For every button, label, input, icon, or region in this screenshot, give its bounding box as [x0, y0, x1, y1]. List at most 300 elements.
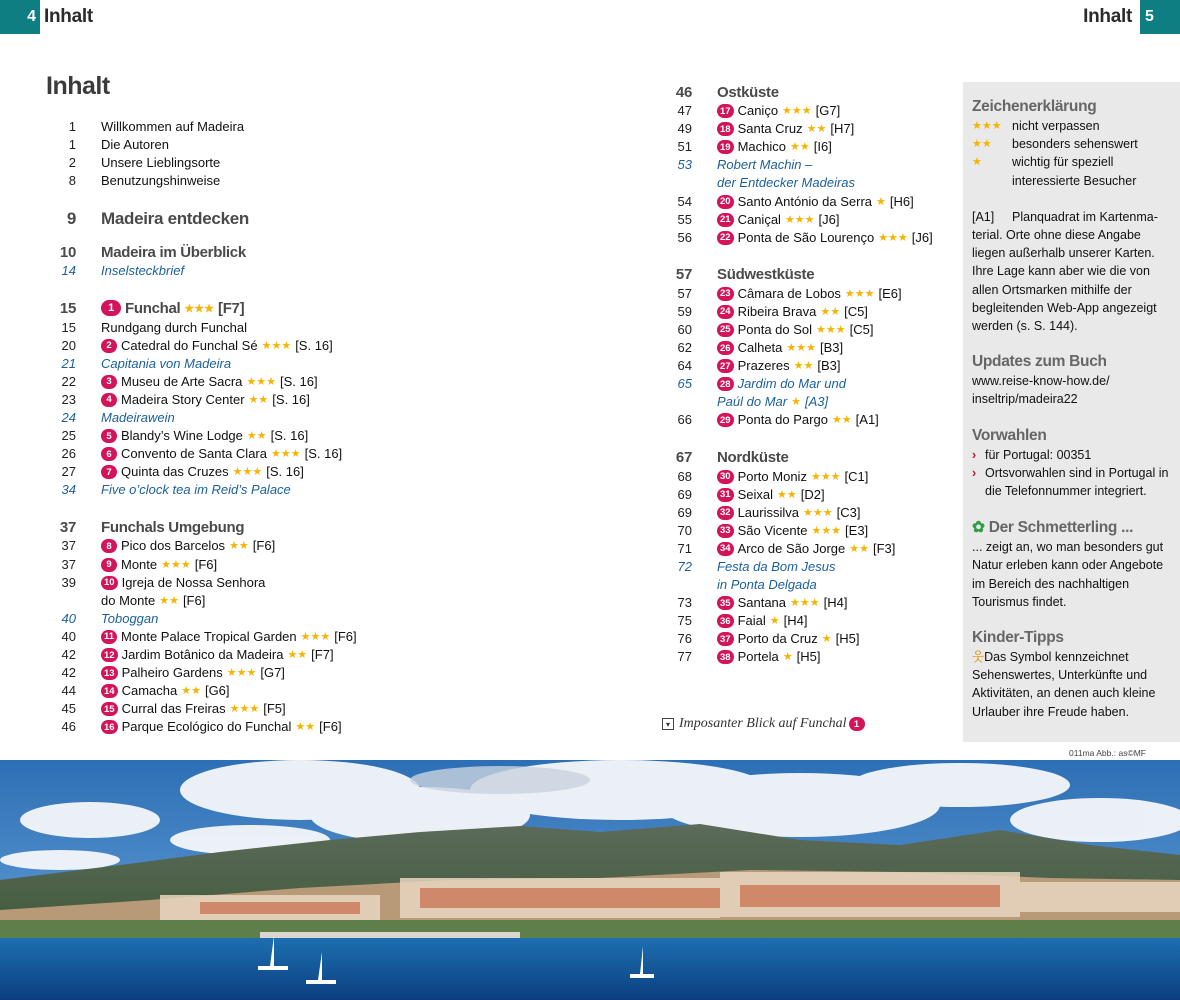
toc-entry[interactable]	[717, 229, 933, 247]
map-grid-ref: [S. 16]	[266, 464, 304, 480]
toc-entry[interactable]	[101, 136, 169, 154]
toc-row[interactable]	[640, 486, 933, 504]
map-grid-ref: [S. 16]	[304, 446, 343, 462]
toc-entry[interactable]	[717, 84, 779, 101]
map-grid-ref: [F6]	[319, 719, 342, 735]
sight-number-badge: 10	[101, 576, 118, 590]
map-grid-ref: [S. 16]	[272, 391, 310, 407]
sight-number-badge: 18	[717, 122, 734, 136]
toc-row[interactable]	[640, 393, 933, 411]
toc-entry[interactable]	[717, 594, 847, 612]
toc-page-number: 76	[677, 631, 692, 647]
toc-row[interactable]	[24, 481, 357, 499]
toc-page-number: 23	[61, 391, 76, 407]
toc-entry[interactable]	[101, 574, 265, 592]
toc-entry[interactable]	[717, 411, 879, 429]
toc-row[interactable]	[640, 504, 933, 522]
rating-stars-icon: ★★	[229, 540, 249, 553]
toc-entry[interactable]	[717, 321, 873, 339]
sight-number-badge: 6	[101, 447, 117, 461]
toc-row[interactable]	[24, 574, 357, 592]
toc-row[interactable]	[24, 118, 357, 136]
toc-entry[interactable]	[101, 172, 220, 190]
toc-page-number: 37	[59, 518, 76, 536]
chevron-right-icon: ›	[972, 447, 977, 462]
rating-stars-icon: ★★★	[803, 506, 833, 519]
toc-page-number: 60	[677, 321, 692, 337]
rating-stars-icon: ★★★	[300, 630, 331, 643]
toc-entry[interactable]	[101, 445, 342, 463]
map-grid-ref: [C1]	[844, 468, 869, 484]
sight-number-badge: 29	[717, 413, 734, 427]
map-grid-ref: [H5]	[796, 649, 821, 665]
sight-number-badge: 5	[101, 429, 117, 443]
toc-entry-title: Toboggan	[101, 610, 159, 626]
toc-row[interactable]	[640, 594, 933, 612]
toc-entry[interactable]	[717, 612, 807, 630]
rating-stars-icon: ★	[876, 195, 886, 208]
child-icon: 웃	[972, 650, 985, 665]
chevron-right-icon: ›	[972, 465, 977, 480]
sight-number-badge: 4	[101, 393, 117, 407]
toc-entry[interactable]	[101, 244, 246, 261]
butterfly-title-text: Der Schmetterling ...	[988, 519, 1134, 537]
toc-row[interactable]	[24, 391, 357, 409]
toc-entry[interactable]	[101, 300, 244, 317]
toc-entry[interactable]	[101, 481, 291, 499]
toc-entry[interactable]	[717, 303, 868, 321]
toc-entry[interactable]	[717, 393, 828, 411]
toc-entry-title: Five o’clock tea im Reid’s Palace	[101, 482, 291, 498]
toc-entry-title: Santa Cruz	[737, 121, 803, 137]
rating-stars-icon: ★	[769, 615, 780, 628]
map-grid-ref: [F6]	[194, 556, 218, 572]
sight-number-badge: 7	[101, 465, 117, 479]
sight-number-badge: 35	[717, 596, 734, 610]
sight-number-badge: 27	[717, 359, 734, 373]
toc-row[interactable]	[640, 138, 933, 156]
rating-stars-icon: ★★★	[844, 287, 875, 300]
toc-entry-title: Festa da Bom Jesus	[717, 559, 836, 575]
toc-row[interactable]	[640, 102, 933, 120]
toc-entry-title: Ponta de São Lourenço	[737, 229, 875, 245]
sight-number-badge: 20	[717, 195, 734, 209]
toc-page-number: 40	[61, 610, 76, 626]
toc-entry[interactable]	[717, 540, 895, 558]
toc-row[interactable]	[24, 154, 357, 172]
toc-entry-title: Santana	[737, 595, 787, 611]
rating-stars-icon: ★★★	[232, 466, 263, 479]
kids-text: Das Symbol kennzeichnet Sehenswertes, Unterkünfte und Aktivitäten, an denen auch kleine Urlauber ihre Freude haben.	[972, 650, 1156, 719]
rating-stars-icon: ★★	[159, 594, 179, 607]
toc-entry-title: Ribeira Brava	[737, 303, 817, 319]
rating-stars-icon: ★★★	[784, 213, 815, 226]
toc-entry[interactable]	[717, 266, 814, 283]
toc-entry[interactable]	[717, 339, 843, 357]
spacer	[640, 430, 933, 448]
rating-stars-icon: ★	[972, 156, 982, 169]
rating-stars-icon: ★★★	[811, 524, 842, 537]
map-grid-ref: [C3]	[836, 504, 861, 520]
toc-entry[interactable]	[101, 391, 310, 409]
toc-entry[interactable]	[101, 463, 304, 481]
map-grid-ref: [G7]	[815, 103, 841, 119]
sight-number-badge: 19	[717, 140, 734, 154]
toc-row[interactable]	[24, 242, 357, 262]
sight-number-badge: 30	[717, 470, 734, 484]
map-grid-ref: [I6]	[813, 139, 832, 155]
toc-row[interactable]	[24, 298, 357, 318]
toc-entry[interactable]	[101, 610, 158, 628]
map-grid-ref: [F6]	[182, 592, 206, 608]
sight-number-badge: 1	[101, 300, 121, 316]
sight-number-badge: 25	[717, 323, 734, 337]
toc-row[interactable]	[640, 648, 933, 666]
toc-page-number: 46	[61, 719, 76, 735]
vorwahlen-item	[972, 464, 1172, 500]
toc-row[interactable]	[24, 537, 357, 555]
toc-page-number: 22	[61, 373, 76, 389]
toc-entry[interactable]	[717, 156, 812, 174]
toc-entry-title: Monte Palace Tropical Garden	[121, 628, 297, 644]
map-grid-ref: [B3]	[817, 358, 841, 374]
toc-entry[interactable]	[717, 285, 902, 303]
rating-stars-icon: ★★★	[261, 339, 292, 352]
toc-row[interactable]	[24, 136, 357, 154]
toc-entry-title: Jardim Botânico da Madeira	[121, 647, 284, 663]
toc-entry[interactable]	[717, 576, 817, 594]
plan-text-first: Planquadrat im Kartenma-	[1012, 209, 1158, 224]
toc-entry-title: Monte	[121, 556, 158, 572]
updates-url-line-2: inseltrip/madeira22	[972, 392, 1078, 407]
toc-page-number: 40	[61, 628, 76, 644]
sight-number-badge: 17	[717, 104, 734, 118]
toc-entry-title: do Monte	[101, 592, 156, 608]
rating-stars-icon: ★★	[248, 393, 269, 406]
toc-row[interactable]	[640, 321, 933, 339]
toc-entry-title: Pico dos Barcelos	[121, 538, 226, 554]
map-grid-ref: [H5]	[835, 631, 860, 647]
toc-entry-title: Südwestküste	[717, 266, 815, 284]
map-grid-ref: [F6]	[334, 628, 357, 644]
map-grid-ref: [G6]	[204, 683, 230, 699]
rating-stars-icon: ★★★	[972, 120, 1002, 132]
toc-entry[interactable]	[101, 519, 244, 536]
toc-row[interactable]	[640, 303, 933, 321]
toc-entry-title: Inselsteckbrief	[101, 263, 185, 279]
toc-row[interactable]	[640, 630, 933, 648]
toc-entry-title: Rundgang durch Funchal	[101, 319, 247, 335]
toc-page-number: 55	[677, 211, 692, 227]
toc-page-number: 34	[61, 482, 76, 498]
rating-stars-icon: ★★	[790, 141, 810, 154]
toc-row[interactable]	[24, 664, 357, 682]
toc-row[interactable]	[640, 540, 933, 558]
toc-entry[interactable]	[717, 558, 836, 576]
map-grid-ref: [E3]	[845, 522, 869, 538]
rating-stars-icon: ★★★	[161, 558, 191, 571]
sight-number-badge: 38	[717, 650, 734, 664]
toc-row[interactable]	[24, 409, 357, 427]
rating-stars-icon: ★★★	[878, 231, 908, 244]
toc-entry-title: Porto da Cruz	[737, 631, 818, 647]
toc-entry-title: in Ponta Delgada	[717, 577, 817, 593]
toc-row[interactable]	[24, 445, 357, 463]
vorwahlen-text: für Portugal: 00351	[985, 447, 1092, 462]
toc-entry-title: Die Autoren	[101, 137, 169, 153]
toc-entry-title: Portela	[737, 649, 779, 665]
toc-entry[interactable]	[717, 486, 825, 504]
toc-entry-title: Machico	[737, 139, 786, 155]
toc-row[interactable]	[24, 592, 357, 610]
toc-entry[interactable]	[717, 174, 855, 192]
toc-entry-title: Igreja de Nossa Senhora	[121, 574, 266, 590]
toc-entry[interactable]	[717, 193, 914, 211]
map-grid-ref: [A3]	[804, 394, 829, 410]
toc-page-number: 27	[61, 464, 76, 480]
map-grid-ref: [B3]	[819, 340, 844, 356]
plan-note	[972, 208, 1172, 226]
toc-row[interactable]	[640, 576, 933, 594]
map-grid-ref: [F7]	[311, 647, 334, 663]
rating-stars-icon: ★★	[287, 649, 308, 662]
rating-stars-icon: ★★★	[270, 448, 301, 461]
toc-entry-title: Madeira entdecken	[101, 209, 249, 229]
toc-row[interactable]	[24, 318, 357, 336]
sight-number-badge: 22	[717, 231, 734, 245]
toc-entry[interactable]	[101, 262, 184, 280]
toc-entry-title: Benutzungshinweise	[101, 173, 221, 189]
toc-row[interactable]	[24, 628, 357, 646]
toc-page-number: 68	[677, 468, 692, 484]
butterfly-text: ... zeigt an, wo man besonders gut Natur erleben kann oder Angebote im Bereich des nachhaltigen Tourismus findet.	[972, 540, 1164, 609]
toc-row[interactable]	[24, 646, 357, 664]
toc-row[interactable]	[640, 120, 933, 138]
sight-number-badge: 21	[717, 213, 734, 227]
updates-title: Updates zum Buch	[972, 353, 1107, 371]
toc-entry[interactable]	[717, 120, 854, 138]
toc-entry[interactable]	[717, 449, 788, 466]
toc-entry-title: Museu de Arte Sacra	[121, 373, 243, 389]
toc-row[interactable]	[640, 156, 933, 174]
toc-entry-title: Blandy’s Wine Lodge	[121, 428, 243, 444]
toc-entry-title: Faial	[737, 613, 766, 629]
toc-row[interactable]	[640, 357, 933, 375]
sight-number-badge: 24	[717, 305, 734, 319]
toc-row[interactable]	[24, 337, 357, 355]
toc-row[interactable]	[640, 229, 933, 247]
rating-stars-icon: ★★★	[790, 597, 820, 610]
page-title: Inhalt	[46, 72, 110, 100]
toc-entry[interactable]	[101, 682, 230, 700]
toc-entry[interactable]	[717, 504, 860, 522]
toc-entry[interactable]	[101, 718, 342, 736]
toc-row[interactable]	[24, 517, 357, 537]
rating-stars-icon: ★★	[849, 542, 869, 555]
toc-page-number: 15	[59, 299, 76, 317]
toc-page-number: 75	[677, 613, 692, 629]
toc-page-number: 64	[677, 358, 692, 374]
toc-entry[interactable]	[717, 468, 868, 486]
toc-page-number: 62	[677, 340, 692, 356]
toc-row[interactable]	[640, 375, 933, 393]
map-grid-ref: [C5]	[849, 321, 874, 337]
toc-row[interactable]	[24, 355, 357, 373]
legend-text: wichtig für speziell	[1012, 155, 1114, 170]
toc-entry-title: Paúl do Mar	[717, 394, 788, 410]
toc-entry[interactable]	[101, 646, 334, 664]
toc-page-number: 77	[677, 649, 692, 665]
toc-row[interactable]	[640, 192, 933, 210]
rating-stars-icon: ★★	[246, 430, 267, 443]
toc-page-number: 15	[61, 319, 76, 335]
map-grid-ref: [S. 16]	[270, 428, 309, 444]
toc-page-number: 14	[61, 263, 76, 279]
toc-page-number: 37	[61, 538, 76, 554]
toc-row[interactable]	[24, 610, 357, 628]
toc-row[interactable]	[640, 211, 933, 229]
toc-entry[interactable]	[717, 522, 868, 540]
toc-row[interactable]	[24, 556, 357, 574]
toc-entry-title: Robert Machin –	[717, 157, 813, 173]
toc-page-number: 71	[677, 540, 692, 556]
map-grid-ref: [H7]	[830, 121, 855, 137]
updates-url-line-1: www.reise-know-how.de/	[972, 374, 1110, 389]
toc-page-number: 9	[66, 209, 76, 229]
right-page-number: 5	[1140, 0, 1180, 34]
toc-entry[interactable]	[101, 537, 275, 555]
toc-entry[interactable]	[101, 592, 205, 610]
toc-entry[interactable]	[101, 319, 247, 337]
toc-entry[interactable]	[101, 337, 333, 355]
spacer	[24, 280, 357, 298]
map-grid-ref: [S. 16]	[295, 337, 333, 353]
toc-row[interactable]	[640, 448, 933, 468]
toc-page-number: 24	[61, 409, 76, 425]
toc-entry-title: der Entdecker Madeiras	[717, 175, 856, 191]
toc-row[interactable]	[24, 718, 357, 736]
toc-entry-title: Convento de Santa Clara	[121, 446, 267, 462]
toc-page-number: 10	[59, 243, 76, 261]
toc-row[interactable]	[640, 174, 933, 192]
toc-page-number: 2	[68, 155, 76, 171]
toc-row[interactable]	[24, 373, 357, 391]
caption-text: Imposanter Blick auf Funchal	[679, 716, 847, 731]
vorwahlen-title: Vorwahlen	[972, 426, 1047, 444]
toc-entry-title: Camacha	[121, 683, 178, 699]
toc-page-number: 57	[675, 266, 692, 284]
sight-number-badge: 31	[717, 488, 734, 502]
toc-entry-title: Ostküste	[717, 83, 779, 101]
toc-page-number: 25	[61, 428, 76, 444]
toc-entry[interactable]	[717, 138, 832, 156]
toc-entry[interactable]	[101, 427, 308, 445]
map-grid-ref: [A1]	[855, 412, 879, 428]
rating-stars-icon: ★★★	[229, 703, 260, 716]
toc-entry[interactable]	[717, 648, 821, 666]
toc-middle-column	[640, 82, 933, 667]
map-grid-ref: [H4]	[783, 613, 808, 629]
toc-row[interactable]	[640, 82, 933, 102]
toc-row[interactable]	[24, 427, 357, 445]
toc-entry[interactable]	[717, 102, 840, 120]
toc-row[interactable]	[24, 682, 357, 700]
toc-row[interactable]	[640, 522, 933, 540]
toc-page-number: 59	[677, 303, 692, 319]
toc-row[interactable]	[24, 463, 357, 481]
sight-number-badge: 33	[717, 524, 734, 538]
toc-entry[interactable]	[101, 700, 286, 718]
toc-entry[interactable]	[717, 375, 846, 393]
rating-stars-icon: ★★	[806, 123, 827, 136]
toc-row[interactable]	[24, 172, 357, 190]
toc-entry-title: Jardim do Mar und	[737, 376, 846, 392]
rating-stars-icon	[972, 172, 1012, 190]
left-page-header	[0, 0, 101, 34]
kids-title: Kinder-Tipps	[972, 629, 1064, 647]
toc-row[interactable]	[24, 208, 357, 230]
toc-row[interactable]	[640, 285, 933, 303]
toc-page-number: 67	[675, 449, 692, 466]
toc-page-number: 1	[68, 137, 76, 153]
toc-entry-title: Palheiro Gardens	[121, 665, 223, 681]
legend-sidebar	[963, 82, 1180, 742]
toc-entry-title: Quinta das Cruzes	[121, 464, 229, 480]
toc-entry-title: Ponta do Pargo	[737, 412, 828, 428]
toc-entry[interactable]	[717, 211, 840, 229]
toc-entry[interactable]	[101, 373, 318, 391]
toc-row[interactable]	[24, 262, 357, 280]
toc-row[interactable]	[640, 612, 933, 630]
toc-entry[interactable]	[101, 355, 231, 373]
toc-entry[interactable]	[101, 154, 220, 172]
map-grid-ref: [E6]	[878, 285, 902, 301]
toc-page-number: 44	[61, 683, 76, 699]
sight-number-badge: 23	[717, 287, 734, 301]
toc-entry[interactable]	[101, 409, 175, 427]
toc-row[interactable]	[640, 411, 933, 429]
toc-entry[interactable]	[101, 664, 285, 682]
toc-entry-title: Madeira Story Center	[121, 391, 245, 407]
sight-number-badge: 3	[101, 375, 117, 389]
toc-entry[interactable]	[101, 118, 244, 136]
spacer	[24, 499, 357, 517]
toc-row[interactable]	[640, 468, 933, 486]
toc-page-number: 45	[61, 701, 76, 717]
toc-row[interactable]	[640, 558, 933, 576]
toc-entry-title: Ponta do Sol	[737, 321, 813, 337]
toc-entry-title: Funchal	[125, 299, 181, 317]
toc-row[interactable]	[640, 339, 933, 357]
toc-entry[interactable]	[717, 630, 860, 648]
toc-entry[interactable]	[101, 556, 217, 574]
toc-entry[interactable]	[101, 209, 249, 229]
toc-row[interactable]	[24, 700, 357, 718]
toc-row[interactable]	[640, 265, 933, 285]
toc-entry[interactable]	[717, 357, 840, 375]
toc-entry-title: Parque Ecológico do Funchal	[121, 719, 292, 735]
toc-entry[interactable]	[101, 628, 357, 646]
toc-entry-title: São Vicente	[737, 522, 808, 538]
toc-entry-title: Catedral do Funchal Sé	[121, 337, 258, 353]
toc-entry-title: Capitania von Madeira	[101, 355, 232, 371]
toc-page-number: 57	[677, 285, 692, 301]
toc-entry-title: Caniçal	[737, 211, 781, 227]
rating-stars-icon: ★★	[181, 685, 201, 698]
sight-number-badge: 37	[717, 632, 734, 646]
map-grid-ref: [H4]	[823, 595, 848, 611]
map-grid-ref: [G7]	[260, 665, 285, 681]
